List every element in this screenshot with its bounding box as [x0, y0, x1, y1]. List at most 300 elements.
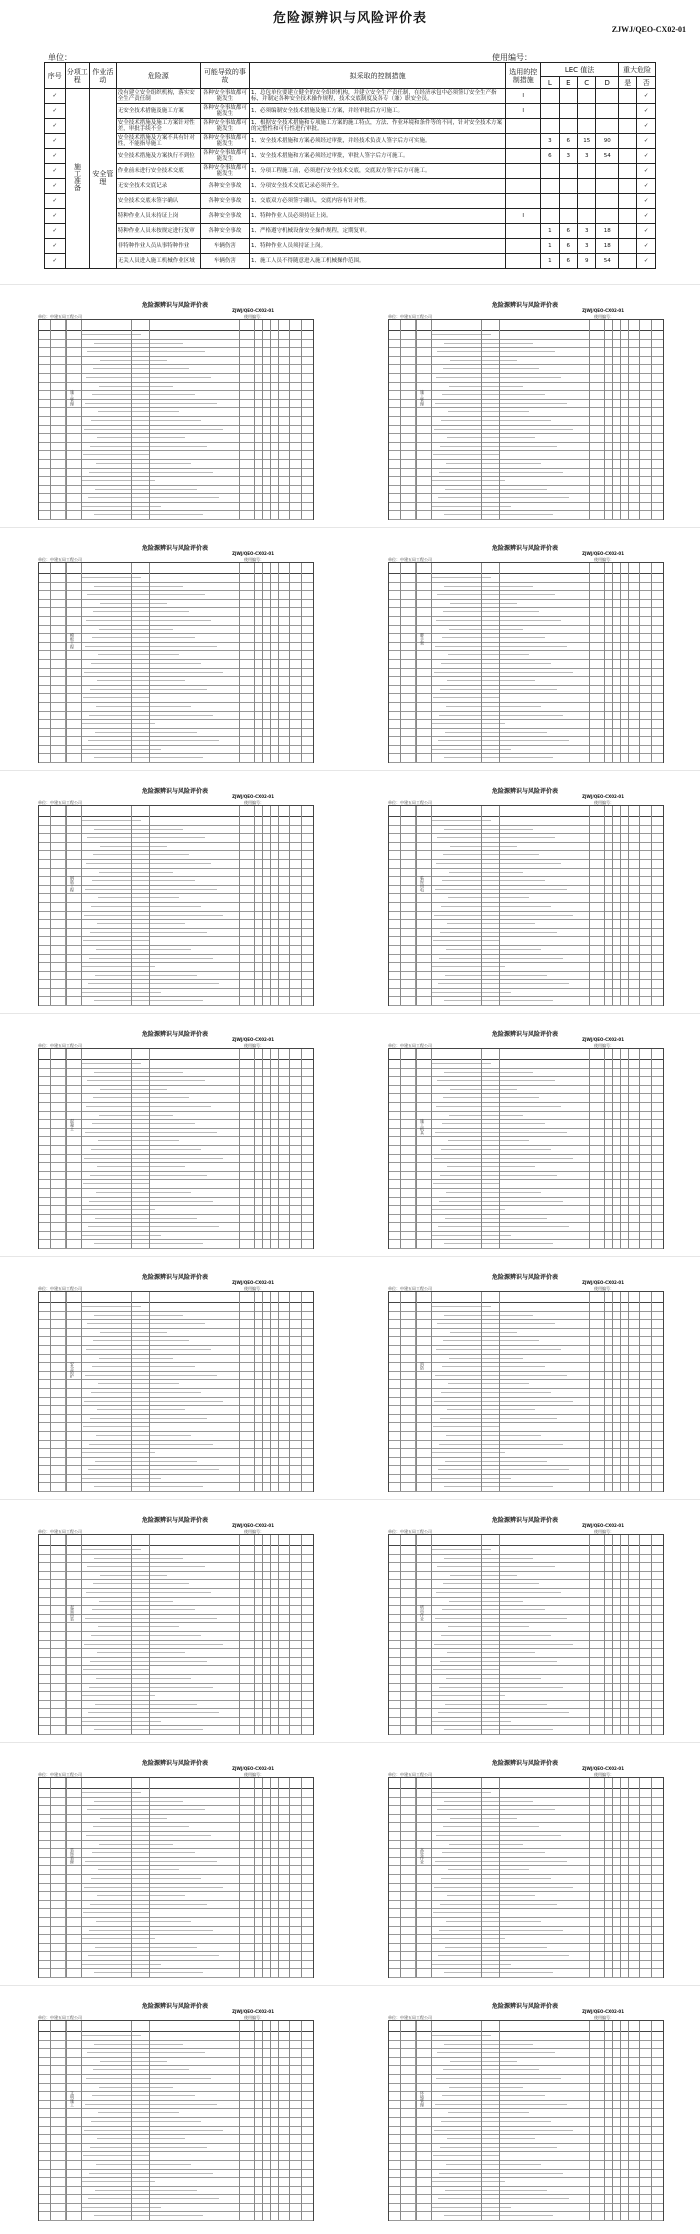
thumb-column-rule	[620, 1535, 621, 1734]
l-cell	[541, 104, 559, 119]
thumb-text-line	[96, 949, 191, 950]
thumb-text-line	[444, 829, 533, 830]
thumb-column-rule	[66, 563, 67, 762]
thumb-column-rule	[628, 1778, 629, 1977]
row-number: ✓	[45, 239, 66, 254]
major-no-cell: ✓	[637, 89, 656, 104]
thumb-column-rule	[270, 563, 271, 762]
thumb-text-line	[99, 1358, 173, 1359]
thumb-title: 危险源辨识与风险评价表	[491, 302, 558, 309]
thumb-text-line	[84, 915, 223, 916]
thumb-text-line	[434, 915, 573, 916]
thumb-column-rule	[50, 1535, 51, 1734]
row-number: ✓	[45, 149, 66, 164]
e-cell	[559, 209, 577, 224]
major-yes-cell	[618, 254, 636, 269]
thumb-use: 使用编号：	[244, 1043, 264, 1048]
page-thumbnail[interactable]	[6, 1503, 344, 1735]
current-control-cell	[506, 119, 541, 134]
thumb-group-label: 模板工程	[70, 633, 75, 649]
thumb-title: 危险源辨识与风险评价表	[491, 1760, 558, 1767]
thumb-text-line	[439, 1687, 563, 1688]
thumb-column-rule	[131, 2021, 132, 2220]
thumb-text-line	[91, 1878, 201, 1879]
consequence-cell: 各种安全事故都可能发生	[200, 89, 249, 104]
thumb-text-line	[99, 629, 173, 630]
thumb-text-line	[435, 646, 567, 647]
thumb-column-rule	[301, 806, 302, 1005]
hazard-cell: 特种作业人员未按规定进行复审	[116, 224, 200, 239]
thumb-text-line	[87, 351, 205, 352]
thumb-text-line	[82, 1695, 155, 1696]
thumb-column-rule	[639, 1049, 640, 1248]
thumb-text-line	[96, 463, 191, 464]
thumb-code: ZJWJ/QEO-CX02-01	[232, 1523, 274, 1528]
thumb-column-rule	[499, 2021, 500, 2220]
thumb-column-rule	[416, 1292, 417, 1491]
thumb-text-line	[100, 2061, 167, 2062]
e-cell	[559, 164, 577, 179]
thumb-column-rule	[278, 806, 279, 1005]
c-cell	[578, 164, 596, 179]
consequence-cell: 各种安全事故都可能发生	[200, 104, 249, 119]
thumb-column-rule	[416, 320, 417, 519]
thumb-text-line	[82, 480, 155, 481]
page-thumbnail[interactable]	[356, 288, 694, 520]
thumb-text-line	[85, 1375, 217, 1376]
thumb-text-line	[89, 1687, 213, 1688]
thumb-group-label: 环境管理	[420, 2091, 425, 2107]
thumb-unit: 单位：中建五局工程公司	[38, 1043, 82, 1048]
thumb-column-rule	[262, 806, 263, 1005]
row-number: ✓	[45, 104, 66, 119]
thumb-text-line	[438, 740, 569, 741]
thumb-text-line	[441, 420, 551, 421]
page-thumbnail[interactable]	[356, 1989, 694, 2221]
d-cell	[596, 164, 619, 179]
thumb-text-line	[447, 680, 535, 681]
thumb-code: ZJWJ/QEO-CX02-01	[582, 1766, 624, 1771]
col-lec: LEC 值法	[541, 63, 619, 77]
thumb-text-line	[87, 1080, 205, 1081]
thumb-text-line	[448, 654, 529, 655]
thumb-use: 使用编号：	[244, 800, 264, 805]
thumb-text-line	[449, 872, 523, 873]
d-cell: 18	[596, 224, 619, 239]
thumb-column-rule	[149, 1778, 150, 1977]
thumb-column-rule	[639, 563, 640, 762]
thumb-text-line	[439, 2173, 563, 2174]
thumb-column-rule	[301, 1292, 302, 1491]
thumb-text-line	[94, 2044, 183, 2045]
thumb-text-line	[448, 897, 529, 898]
thumb-column-rule	[262, 1535, 263, 1734]
thumb-text-line	[85, 403, 217, 404]
thumb-title: 危险源辨识与风险评价表	[491, 1031, 558, 1038]
thumb-text-line	[88, 983, 219, 984]
thumb-column-rule	[589, 2021, 590, 2220]
thumb-table	[388, 1048, 664, 1249]
page-thumbnail[interactable]	[356, 1746, 694, 1978]
thumb-text-line	[433, 1669, 499, 1670]
thumb-text-line	[431, 2035, 491, 2036]
thumb-column-rule	[620, 1778, 621, 1977]
thumb-text-line	[437, 2052, 555, 2053]
document-code: ZJWJ/QEO-CX02-01	[611, 25, 686, 34]
thumb-table	[38, 1048, 314, 1249]
thumb-text-line	[442, 1366, 545, 1367]
thumb-column-rule	[604, 1049, 605, 1248]
consequence-cell: 各种安全事故都可能发生	[200, 149, 249, 164]
page-thumbnail[interactable]	[6, 1260, 344, 1492]
row-number: ✓	[45, 209, 66, 224]
thumb-column-rule	[50, 1049, 51, 1248]
thumb-text-line	[433, 1912, 499, 1913]
thumb-text-line	[97, 1895, 185, 1896]
major-yes-cell	[618, 239, 636, 254]
thumb-text-line	[97, 1166, 185, 1167]
thumb-text-line	[441, 663, 551, 664]
thumb-use: 使用编号：	[244, 1529, 264, 1534]
thumb-use: 使用编号：	[594, 314, 614, 319]
page-thumbnail[interactable]	[356, 774, 694, 1006]
thumb-text-line	[94, 586, 183, 587]
row-number: ✓	[45, 119, 66, 134]
thumb-column-rule	[262, 1292, 263, 1491]
thumb-text-line	[433, 454, 499, 455]
major-no-cell: ✓	[637, 149, 656, 164]
thumb-text-line	[442, 2095, 545, 2096]
c-cell: 9	[578, 254, 596, 269]
thumb-column-rule	[604, 2021, 605, 2220]
thumb-unit: 单位：中建五局工程公司	[388, 2015, 432, 2020]
d-cell	[596, 104, 619, 119]
thumb-column-rule	[66, 2021, 67, 2220]
thumb-table	[38, 2020, 314, 2221]
thumb-group-label: 装饰装修	[70, 1848, 75, 1864]
e-cell: 6	[559, 224, 577, 239]
consequence-cell: 各种安全事故	[200, 209, 249, 224]
thumb-column-rule	[278, 563, 279, 762]
thumb-text-line	[439, 958, 563, 959]
thumb-text-line	[98, 1140, 179, 1141]
thumb-text-line	[442, 1852, 545, 1853]
thumb-column-rule	[481, 1778, 482, 1977]
thumb-text-line	[443, 2069, 539, 2070]
e-cell: 6	[559, 134, 577, 149]
thumb-text-line	[435, 889, 567, 890]
thumb-text-line	[95, 2190, 197, 2191]
l-cell	[541, 179, 559, 194]
thumb-column-rule	[400, 806, 401, 1005]
thumb-title: 危险源辨识与风险评价表	[141, 302, 208, 309]
thumb-column-rule	[612, 563, 613, 762]
thumb-text-line	[84, 2130, 223, 2131]
thumb-column-rule	[254, 1049, 255, 1248]
thumb-code: ZJWJ/QEO-CX02-01	[582, 551, 624, 556]
col-activity: 作业活动	[90, 63, 117, 89]
page-thumbnail[interactable]	[6, 1017, 344, 1249]
thumb-column-rule	[481, 1535, 482, 1734]
page-thumbnail[interactable]	[356, 1017, 694, 1249]
thumb-text-line	[444, 1801, 533, 1802]
thumb-text-line	[89, 472, 213, 473]
thumb-column-rule	[481, 2021, 482, 2220]
control-cell: 1、根据安全技术措施和专项施工方案的施工特点，方法、作业环境和条件等的不同，针对安全技术方案的完整性和可行性进行审批。	[250, 119, 506, 134]
thumb-column-rule	[431, 1535, 432, 1734]
page-thumbnail[interactable]	[6, 1746, 344, 1978]
page-thumbnail[interactable]	[6, 531, 344, 763]
page-thumbnail[interactable]	[356, 531, 694, 763]
thumb-text-line	[431, 1063, 491, 1064]
thumb-text-line	[449, 629, 523, 630]
thumb-text-line	[444, 586, 533, 587]
thumb-column-rule	[431, 1049, 432, 1248]
thumb-column-rule	[499, 320, 500, 519]
thumb-column-rule	[81, 320, 82, 519]
thumb-column-rule	[612, 320, 613, 519]
thumb-text-line	[85, 2104, 217, 2105]
thumb-text-line	[437, 1323, 555, 1324]
thumb-table	[38, 1777, 314, 1978]
thumb-title: 危险源辨识与风险评价表	[141, 1274, 208, 1281]
thumb-column-rule	[278, 1535, 279, 1734]
c-cell	[578, 104, 596, 119]
thumb-text-line	[434, 1158, 573, 1159]
c-cell: 3	[578, 239, 596, 254]
thumb-group-label: 消防	[420, 1362, 425, 1370]
thumb-unit: 单位：中建五局工程公司	[38, 1529, 82, 1534]
hazard-cell: 安全技术措施及方案执行不到位	[116, 149, 200, 164]
thumb-column-rule	[278, 1778, 279, 1977]
thumb-text-line	[98, 897, 179, 898]
thumb-text-line	[87, 837, 205, 838]
thumb-text-line	[81, 334, 141, 335]
thumb-column-rule	[131, 320, 132, 519]
thumb-text-line	[83, 1912, 149, 1913]
group-safety-label: 安全管理	[92, 170, 114, 186]
thumb-text-line	[445, 975, 547, 976]
thumb-text-line	[95, 489, 197, 490]
thumb-title: 危险源辨识与风险评价表	[141, 1760, 208, 1767]
e-cell	[559, 89, 577, 104]
group-safety	[90, 89, 117, 269]
table-row	[45, 239, 656, 254]
c-cell	[578, 194, 596, 209]
thumb-text-line	[432, 1452, 505, 1453]
thumb-column-rule	[262, 1778, 263, 1977]
thumb-use: 使用编号：	[594, 1772, 614, 1777]
l-cell: 3	[541, 134, 559, 149]
thumb-text-line	[447, 923, 535, 924]
thumb-text-line	[94, 343, 183, 344]
thumb-table	[388, 1534, 664, 1735]
thumb-text-line	[91, 2121, 201, 2122]
thumb-text-line	[91, 906, 201, 907]
current-control-cell	[506, 254, 541, 269]
thumb-column-rule	[239, 1292, 240, 1491]
thumb-text-line	[431, 1792, 491, 1793]
thumb-column-rule	[262, 320, 263, 519]
thumb-column-rule	[81, 806, 82, 1005]
thumb-text-line	[100, 1575, 167, 1576]
hazard-cell: 作业前未进行安全技术交底	[116, 164, 200, 179]
thumb-title: 危险源辨识与风险评价表	[141, 1031, 208, 1038]
thumb-text-line	[91, 663, 201, 664]
thumb-column-rule	[149, 563, 150, 762]
thumb-table	[38, 805, 314, 1006]
thumb-text-line	[437, 1566, 555, 1567]
thumb-text-line	[95, 1947, 197, 1948]
thumb-text-line	[83, 454, 149, 455]
group-general-label: 施工准备	[73, 163, 82, 192]
thumb-text-line	[446, 706, 541, 707]
thumb-column-rule	[499, 1535, 500, 1734]
thumb-text-line	[83, 1669, 149, 1670]
thumb-column-rule	[651, 563, 652, 762]
thumb-column-rule	[628, 806, 629, 1005]
thumb-text-line	[431, 1549, 491, 1550]
l-cell	[541, 164, 559, 179]
major-no-cell: ✓	[637, 134, 656, 149]
control-cell: 1、交底双方必须签字确认，交底内容有针对性。	[250, 194, 506, 209]
l-cell: 6	[541, 149, 559, 164]
thumb-unit: 单位：中建五局工程公司	[388, 1772, 432, 1777]
thumb-text-line	[91, 1392, 201, 1393]
thumb-text-line	[443, 1826, 539, 1827]
thumb-group-label: 起重吊装	[70, 1605, 75, 1621]
thumb-group-label: 高处作业	[420, 1848, 425, 1864]
thumb-text-line	[433, 940, 499, 941]
thumb-column-rule	[416, 1535, 417, 1734]
thumb-text-line	[82, 1209, 155, 1210]
thumb-column-rule	[431, 2021, 432, 2220]
thumb-column-rule	[431, 1778, 432, 1977]
thumb-column-rule	[612, 1292, 613, 1491]
thumb-column-rule	[612, 1049, 613, 1248]
hazard-cell: 安全技术措施及施工方案针对性差，审批手续不全	[116, 119, 200, 134]
thumb-table	[38, 562, 314, 763]
thumb-table	[388, 1777, 664, 1978]
thumb-text-line	[438, 1955, 569, 1956]
thumb-column-rule	[50, 563, 51, 762]
thumb-column-rule	[149, 320, 150, 519]
thumb-text-line	[93, 1340, 189, 1341]
thumb-column-rule	[131, 1535, 132, 1734]
thumb-text-line	[450, 360, 517, 361]
control-cell: 1、施工人员不得随意进入施工机械操作范围。	[250, 254, 506, 269]
thumb-column-rule	[416, 1049, 417, 1248]
thumb-text-line	[450, 1575, 517, 1576]
thumb-column-rule	[254, 1292, 255, 1491]
col-consequence: 可能导致的事故	[200, 63, 249, 89]
thumb-column-rule	[66, 1535, 67, 1734]
thumb-column-rule	[254, 320, 255, 519]
table-row	[45, 224, 656, 239]
thumb-column-rule	[628, 2021, 629, 2220]
major-yes-cell	[618, 134, 636, 149]
thumb-column-rule	[481, 1292, 482, 1491]
hazard-cell: 非特种作业人员从事特种作业	[116, 239, 200, 254]
thumb-column-rule	[612, 806, 613, 1005]
page-thumbnail[interactable]	[356, 1503, 694, 1735]
hazard-table	[44, 62, 656, 269]
thumb-column-rule	[239, 2021, 240, 2220]
thumb-text-line	[444, 1072, 533, 1073]
thumb-text-line	[87, 2052, 205, 2053]
thumb-text-line	[450, 1332, 517, 1333]
thumb-text-line	[94, 829, 183, 830]
thumb-column-rule	[628, 1535, 629, 1734]
thumb-text-line	[431, 577, 491, 578]
thumb-column-rule	[639, 1778, 640, 1977]
thumb-text-line	[99, 386, 173, 387]
thumb-unit: 单位：中建五局工程公司	[388, 1043, 432, 1048]
thumb-column-rule	[278, 320, 279, 519]
thumb-code: ZJWJ/QEO-CX02-01	[582, 1523, 624, 1528]
current-control-cell: Ⅰ	[506, 209, 541, 224]
col-l: L	[541, 77, 559, 89]
page-separator	[0, 284, 700, 285]
thumb-column-rule	[589, 1292, 590, 1491]
thumb-text-line	[88, 740, 219, 741]
row-number: ✓	[45, 134, 66, 149]
thumb-unit: 单位：中建五局工程公司	[38, 1286, 82, 1291]
thumb-table	[38, 1534, 314, 1735]
thumb-column-rule	[651, 320, 652, 519]
thumb-column-rule	[499, 563, 500, 762]
thumb-group-label: 文明施工	[70, 2091, 75, 2107]
control-cell: 1、特种作业人员须持证上岗。	[250, 239, 506, 254]
thumb-group-label: 临时用电	[420, 876, 425, 892]
thumb-text-line	[84, 1401, 223, 1402]
l-cell	[541, 194, 559, 209]
thumb-column-rule	[66, 1049, 67, 1248]
thumb-text-line	[449, 386, 523, 387]
major-no-cell: ✓	[637, 164, 656, 179]
thumb-text-line	[431, 1306, 491, 1307]
thumb-column-rule	[131, 563, 132, 762]
thumb-code: ZJWJ/QEO-CX02-01	[582, 794, 624, 799]
thumb-column-rule	[620, 320, 621, 519]
page-thumbnail[interactable]	[356, 1260, 694, 1492]
thumb-use: 使用编号：	[594, 1529, 614, 1534]
thumb-column-rule	[604, 806, 605, 1005]
thumb-column-rule	[604, 1292, 605, 1491]
thumb-text-line	[98, 2112, 179, 2113]
thumb-text-line	[92, 637, 195, 638]
page-thumbnail[interactable]	[6, 288, 344, 520]
page-thumbnail[interactable]	[6, 774, 344, 1006]
thumb-text-line	[447, 1166, 535, 1167]
thumb-column-rule	[270, 806, 271, 1005]
major-no-cell: ✓	[637, 224, 656, 239]
thumb-column-rule	[270, 1049, 271, 1248]
thumb-text-line	[95, 975, 197, 976]
thumb-column-rule	[66, 1778, 67, 1977]
l-cell	[541, 89, 559, 104]
thumb-use: 使用编号：	[594, 1043, 614, 1048]
thumb-column-rule	[604, 1778, 605, 1977]
thumb-column-rule	[289, 1292, 290, 1491]
thumb-text-line	[89, 1201, 213, 1202]
thumb-text-line	[445, 1461, 547, 1462]
thumb-text-line	[447, 1652, 535, 1653]
thumb-text-line	[443, 1583, 539, 1584]
consequence-cell: 各种安全事故都可能发生	[200, 164, 249, 179]
page-thumbnail[interactable]	[6, 1989, 344, 2221]
thumb-text-line	[97, 1652, 185, 1653]
